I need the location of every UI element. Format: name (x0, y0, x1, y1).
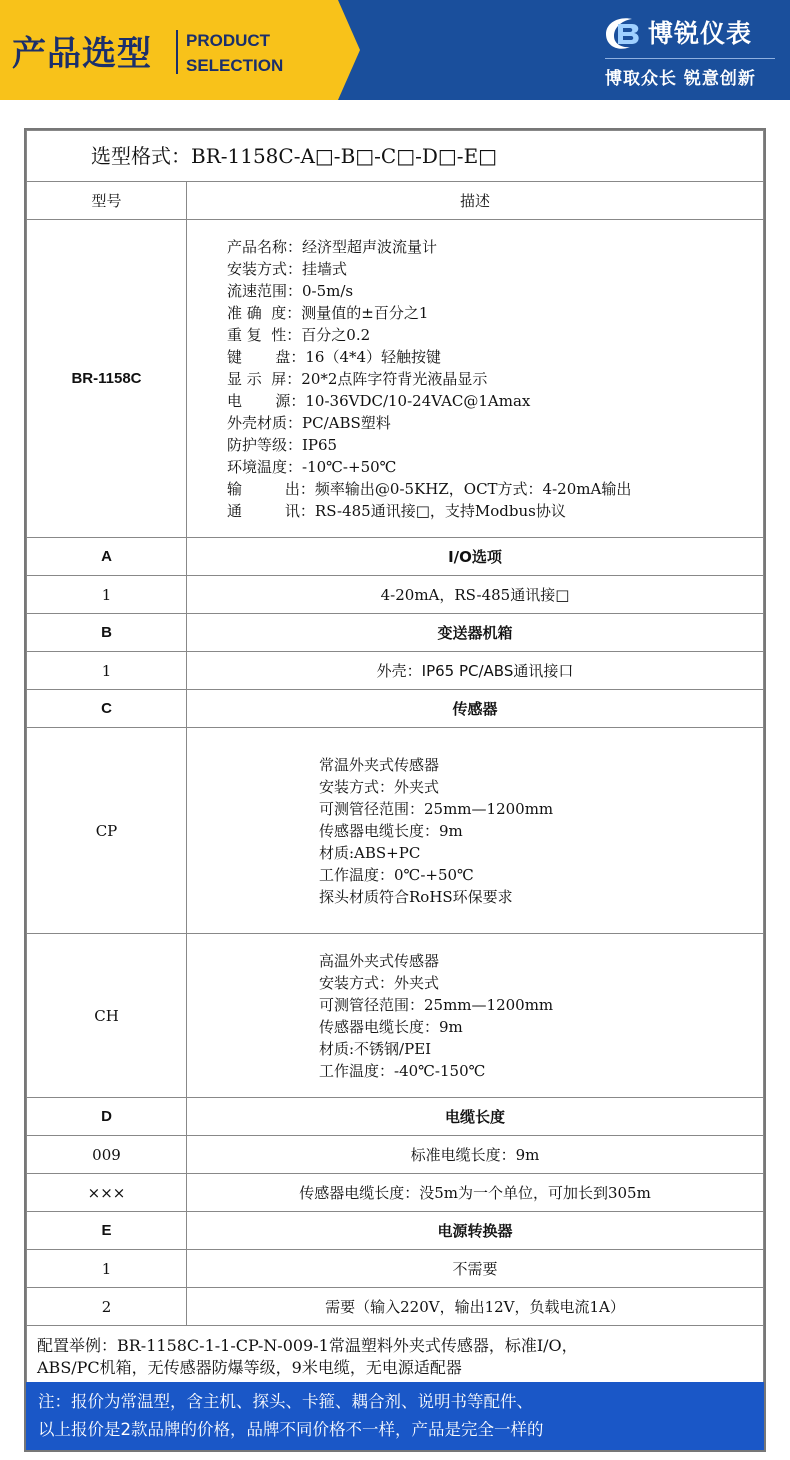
section-row-a (27, 538, 764, 576)
selection-table (26, 130, 764, 1388)
section-title-a: I/O选项 (187, 538, 764, 576)
brand-logo-icon (602, 14, 644, 52)
option-row (27, 576, 764, 614)
column-header-description: 描述 (187, 182, 764, 220)
header-banner (0, 0, 790, 100)
section-row-b (27, 614, 764, 652)
option-code: 2 (27, 1288, 187, 1326)
section-code-b: B (27, 614, 187, 652)
option-desc: 需要（输入220V，输出12V，负载电流1A） (187, 1288, 764, 1326)
option-row (27, 1250, 764, 1288)
option-desc: 外壳：IP65 PC/ABS通讯接口 (187, 652, 764, 690)
option-row (27, 934, 764, 1098)
section-title-b: 变送器机箱 (187, 614, 764, 652)
section-title-d: 电缆长度 (187, 1098, 764, 1136)
option-code: ××× (27, 1174, 187, 1212)
brand-divider (605, 58, 775, 59)
option-row (27, 728, 764, 934)
option-code: 1 (27, 652, 187, 690)
option-code: 009 (27, 1136, 187, 1174)
section-code-d: D (27, 1098, 187, 1136)
brand-slogan: 博取众长 锐意创新 (605, 69, 756, 89)
option-row (27, 1136, 764, 1174)
banner-title: 产品选型 (12, 34, 152, 74)
option-code: 1 (27, 1250, 187, 1288)
column-header-row (27, 182, 764, 220)
banner-subtitle-line2: SELECTION (186, 56, 284, 75)
format-line: 选型格式：BR-1158C-A□-B□-C□-D□-E□ (27, 131, 764, 182)
option-code: 1 (27, 576, 187, 614)
section-code-a: A (27, 538, 187, 576)
option-row (27, 1288, 764, 1326)
model-description: 产品名称：经济型超声波流量计 安装方式：挂墙式 流速范围：0-5m/s 准 确 度：测量值的±百分之1 重 复 性：百分之0.2 键 盘：16（4*4）轻触按键 显 示 屏：20*2点阵字符背光液晶显示 电 源：10-36VDC/10-24VAC@1Amax 外壳材质：PC/ABS塑料 防护等级：IP65 环境温度：-10℃-+50℃ 输 出：频率输出@0-5KHZ，OCT方式：4-20mA输出 通 讯：RS-485通讯接□，支持Modbus协议 (187, 220, 764, 538)
section-title-c: 传感器 (187, 690, 764, 728)
config-example (27, 1326, 764, 1388)
option-desc: 高温外夹式传感器 安装方式：外夹式 可测管径范围：25mm—1200mm 传感器电缆长度：9m 材质:不锈钢/PEI 工作温度：-40℃-150℃ (187, 934, 764, 1098)
price-notice-line2: 以上报价是2款品牌的价格，品牌不同价格不一样，产品是完全一样的 (38, 1420, 544, 1439)
banner-subtitle-line1: PRODUCT (186, 31, 271, 50)
option-desc: 标准电缆长度：9m (187, 1136, 764, 1174)
option-desc: 4-20mA，RS-485通讯接□ (187, 576, 764, 614)
section-title-e: 电源转换器 (187, 1212, 764, 1250)
banner-subtitle (186, 28, 283, 78)
column-header-model: 型号 (27, 182, 187, 220)
option-desc: 不需要 (187, 1250, 764, 1288)
model-row (27, 220, 764, 538)
price-notice (26, 1382, 764, 1450)
format-row (27, 131, 764, 182)
brand-name: 博锐仪表 (648, 19, 753, 48)
config-example-line2: ABS/PC机箱，无传感器防爆等级，9米电缆，无电源适配器 (37, 1357, 462, 1377)
option-row (27, 652, 764, 690)
option-desc: 传感器电缆长度：没5m为一个单位，可加长到305m (187, 1174, 764, 1212)
price-notice-line1: 注：报价为常温型，含主机、探头、卡箍、耦合剂、说明书等配件、 (38, 1392, 533, 1411)
section-row-c (27, 690, 764, 728)
option-code: CH (27, 934, 187, 1098)
section-row-e (27, 1212, 764, 1250)
section-row-d (27, 1098, 764, 1136)
option-desc: 常温外夹式传感器 安装方式：外夹式 可测管径范围：25mm—1200mm 传感器电缆长度：9m 材质:ABS+PC 工作温度：0℃-+50℃ 探头材质符合RoHS环保要求 (187, 728, 764, 934)
option-row (27, 1174, 764, 1212)
model-name: BR-1158C (27, 220, 187, 538)
example-row (27, 1326, 764, 1388)
section-code-c: C (27, 690, 187, 728)
option-code: CP (27, 728, 187, 934)
config-example-line1: 配置举例：BR-1158C-1-1-CP-N-009-1常温塑料外夹式传感器，标准I/O， (37, 1335, 578, 1355)
section-code-e: E (27, 1212, 187, 1250)
banner-divider (176, 30, 178, 74)
